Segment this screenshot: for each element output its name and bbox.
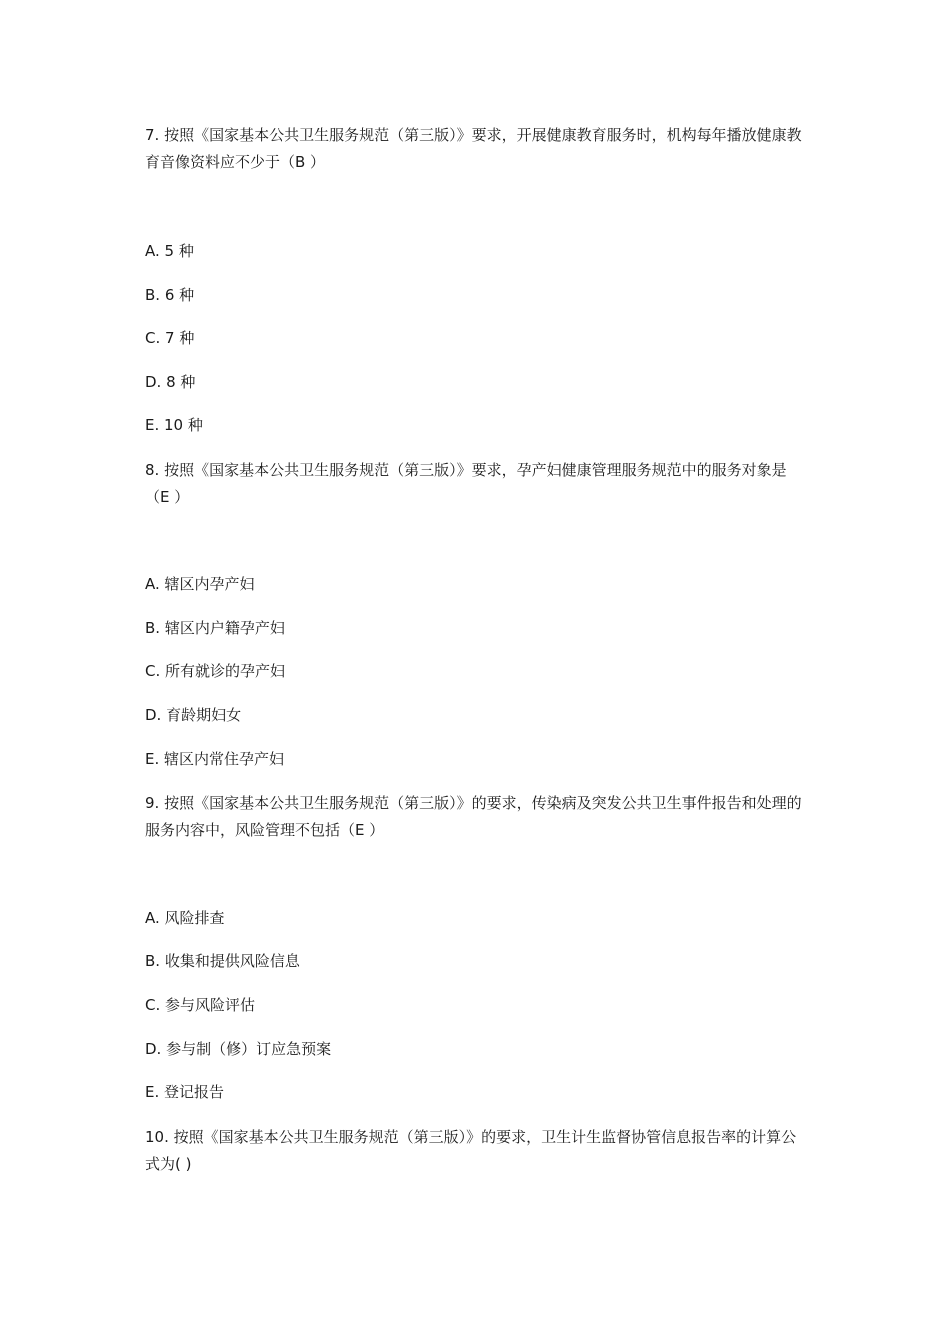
question-9-option-d: D. 参与制（修）订应急预案 [145,1040,332,1058]
question-8-option-e: E. 辖区内常住孕产妇 [145,750,285,768]
question-9-stem: 9. 按照《国家基本公共卫生服务规范（第三版）》的要求，传染病及突发公共卫生事件报告和处理的服务内容中，风险管理不包括（E ） [145,794,802,839]
question-9-option-e: E. 登记报告 [145,1083,225,1101]
question-8-option-a: A. 辖区内孕产妇 [145,575,255,593]
question-10-stem: 10. 按照《国家基本公共卫生服务规范（第三版）》的要求，卫生计生监督协管信息报告率的计算公式为( ) [145,1128,797,1173]
question-9-option-b: B. 收集和提供风险信息 [145,952,300,970]
question-7-option-b: B. 6 种 [145,286,195,304]
question-7-option-c: C. 7 种 [145,329,195,347]
question-8-option-c: C. 所有就诊的孕产妇 [145,662,286,680]
question-8-option-b: B. 辖区内户籍孕产妇 [145,619,285,637]
question-7-option-e: E. 10 种 [145,416,203,434]
question-7-stem: 7. 按照《国家基本公共卫生服务规范（第三版）》要求，开展健康教育服务时，机构每年播放健康教育音像资料应不少于（B ） [145,126,802,171]
question-7-option-d: D. 8 种 [145,373,196,391]
question-8-option-d: D. 育龄期妇女 [145,706,242,724]
question-9-option-a: A. 风险排查 [145,909,225,927]
question-7-option-a: A. 5 种 [145,242,194,260]
question-9-option-c: C. 参与风险评估 [145,996,256,1014]
question-8-stem: 8. 按照《国家基本公共卫生服务规范（第三版）》要求，孕产妇健康管理服务规范中的服务对象是（E ） [145,461,787,506]
